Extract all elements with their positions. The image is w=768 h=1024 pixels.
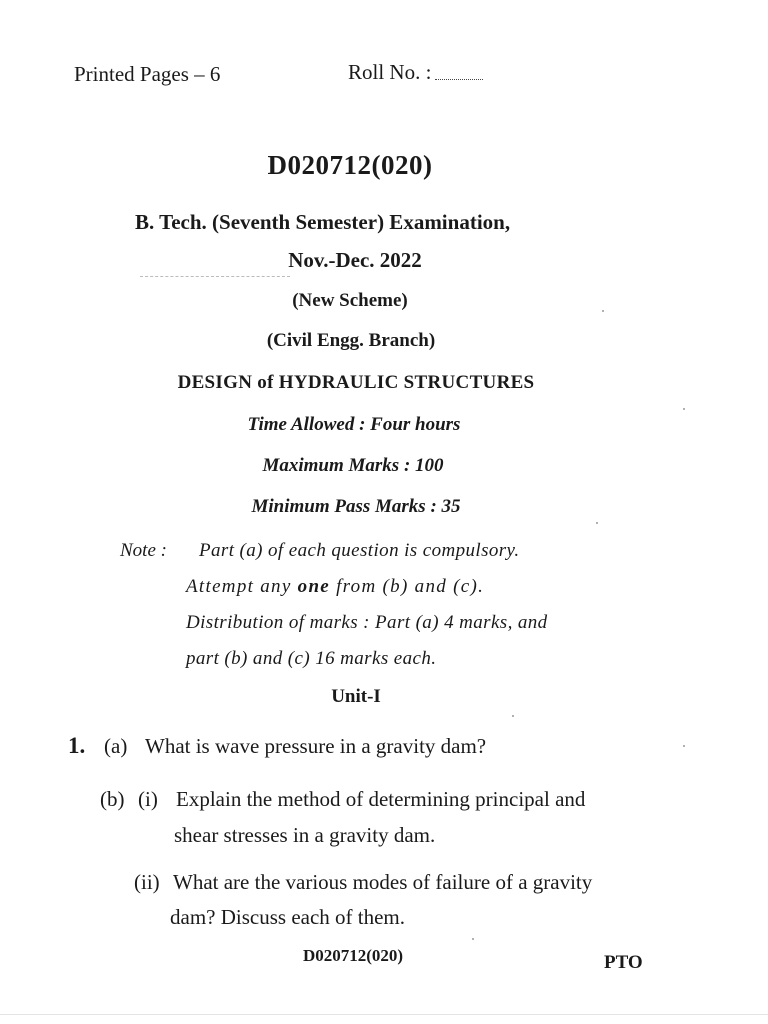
maximum-marks: Maximum Marks : 100 xyxy=(262,455,444,476)
paper-code: D020712(020) xyxy=(267,150,433,180)
scan-speck xyxy=(472,938,474,940)
minimum-pass-marks: Minimum Pass Marks : 35 xyxy=(251,496,461,517)
roll-number-label: Roll No. : xyxy=(348,60,432,84)
note-label: Note : xyxy=(120,540,167,561)
subject-title: DESIGN of HYDRAULIC STRUCTURES xyxy=(177,372,535,393)
note-line-2-start: Attempt any xyxy=(186,576,298,597)
note-line-2-end: from (b) and (c). xyxy=(330,576,485,597)
part-b-marker: (b) xyxy=(100,787,125,811)
scan-speck xyxy=(596,522,598,524)
part-b-i-marker: (i) xyxy=(138,787,158,811)
part-b-ii-line-2: dam? Discuss each of them. xyxy=(170,905,406,929)
pto-label: PTO xyxy=(604,952,643,973)
scan-speck xyxy=(512,715,514,717)
faint-rule xyxy=(140,276,290,277)
note-line-2-emphasis: one xyxy=(297,576,331,597)
exam-title: B. Tech. (Seventh Semester) Examination, xyxy=(135,210,511,234)
part-a-marker: (a) xyxy=(104,734,128,758)
note-line-1: Part (a) of each question is compulsory. xyxy=(199,540,520,561)
part-b-i-line-1: Explain the method of determining principal and xyxy=(176,787,586,811)
roll-number-field xyxy=(348,60,483,85)
scan-speck xyxy=(602,310,604,312)
branch-label: (Civil Engg. Branch) xyxy=(266,330,436,351)
part-b-ii-line-1: What are the various modes of failure of a gravity xyxy=(173,870,593,894)
scan-speck xyxy=(683,408,685,410)
part-b-ii-marker: (ii) xyxy=(134,870,160,894)
exam-session: Nov.-Dec. 2022 xyxy=(288,248,422,272)
part-a-text: What is wave pressure in a gravity dam? xyxy=(145,734,487,758)
page-bottom-edge xyxy=(0,1014,768,1015)
note-line-3: Distribution of marks : Part (a) 4 marks, and xyxy=(186,612,548,633)
unit-heading: Unit-I xyxy=(331,686,381,707)
note-line-4: part (b) and (c) 16 marks each. xyxy=(186,648,437,669)
roll-number-scribble xyxy=(435,69,483,80)
question-number: 1. xyxy=(68,733,86,758)
time-allowed: Time Allowed : Four hours xyxy=(247,414,461,435)
scan-speck xyxy=(683,745,685,747)
footer-paper-code: D020712(020) xyxy=(302,946,404,965)
note-line-2 xyxy=(186,576,484,598)
part-b-i-line-2: shear stresses in a gravity dam. xyxy=(174,823,436,847)
scheme-label: (New Scheme) xyxy=(292,290,408,311)
printed-pages: Printed Pages – 6 xyxy=(74,62,221,86)
